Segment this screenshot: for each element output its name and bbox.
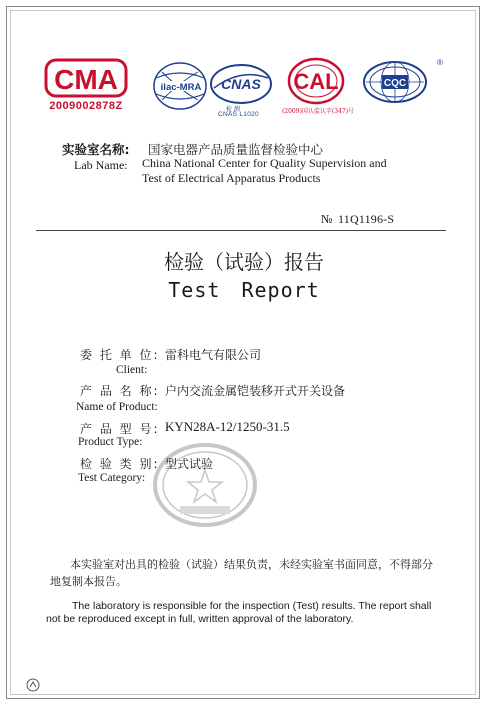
ilac-mra-logo — [150, 60, 214, 112]
header-divider — [36, 230, 446, 231]
ilac-mra-text: ilac-MRA — [160, 82, 202, 93]
type-label-en: Product Type: — [78, 436, 143, 448]
report-title-cn: 检验（试验）报告 — [164, 250, 324, 274]
report-number-mark: № — [321, 212, 333, 226]
cnas-code: CNAS L1020 — [218, 111, 259, 118]
cnas-logo — [206, 62, 276, 106]
client-value: 雷科电气有限公司 — [165, 348, 262, 362]
registered-mark: ® — [437, 58, 443, 67]
lab-name-label-cn: 实验室名称: — [62, 142, 130, 157]
cal-logo-text: CAL — [293, 69, 339, 94]
cnas-logo-text: CNAS — [221, 76, 261, 92]
report-number: 11Q1196-S — [338, 212, 395, 226]
product-label-cn: 产 品 名 称: — [80, 384, 160, 398]
cqc-logo — [362, 60, 428, 104]
lab-name-cn: 国家电器产品质量监督检验中心 — [148, 142, 324, 157]
official-seal — [150, 440, 260, 530]
category-label-en: Test Category: — [78, 472, 146, 484]
cqc-logo-text: CQC — [383, 78, 407, 89]
type-label-cn: 产 品 型 号: — [80, 422, 160, 436]
notice-cn: 本实验室对出具的检验（试验）结果负责，未经实验室书面同意，不得部分地复制本报告。 — [50, 558, 433, 588]
client-label-cn: 委 托 单 位: — [80, 348, 160, 362]
report-title-en: Test Report — [168, 278, 320, 302]
category-label-cn: 检 验 类 别: — [80, 457, 160, 471]
corner-mark-icon — [26, 678, 40, 692]
cma-number: 2009002878Z — [49, 100, 123, 112]
lab-name-en: China National Center for Quality Supervision and Test of Electrical Apparatus Products — [142, 156, 387, 185]
cma-logo-text: CMA — [54, 64, 118, 95]
cma-logo — [44, 58, 128, 98]
type-value: KYN28A-12/1250-31.5 — [165, 419, 290, 434]
cal-approval-note: (2009)国认监认字(347)号 — [281, 108, 355, 115]
lab-name-label-en: Lab Name: — [74, 158, 128, 172]
cal-logo — [286, 56, 346, 106]
product-label-en: Name of Product: — [76, 401, 158, 413]
category-value: 型式试验 — [165, 457, 214, 471]
notice-en: The laboratory is responsible for the inspection (Test) results. The report shall not be reproduced except in full, written approval of the laboratory. — [46, 600, 432, 625]
cnas-subtitle: 检 测 — [226, 106, 240, 113]
client-label-en: Client: — [116, 364, 148, 376]
product-value: 户内交流金属铠装移开式开关设备 — [165, 384, 346, 398]
